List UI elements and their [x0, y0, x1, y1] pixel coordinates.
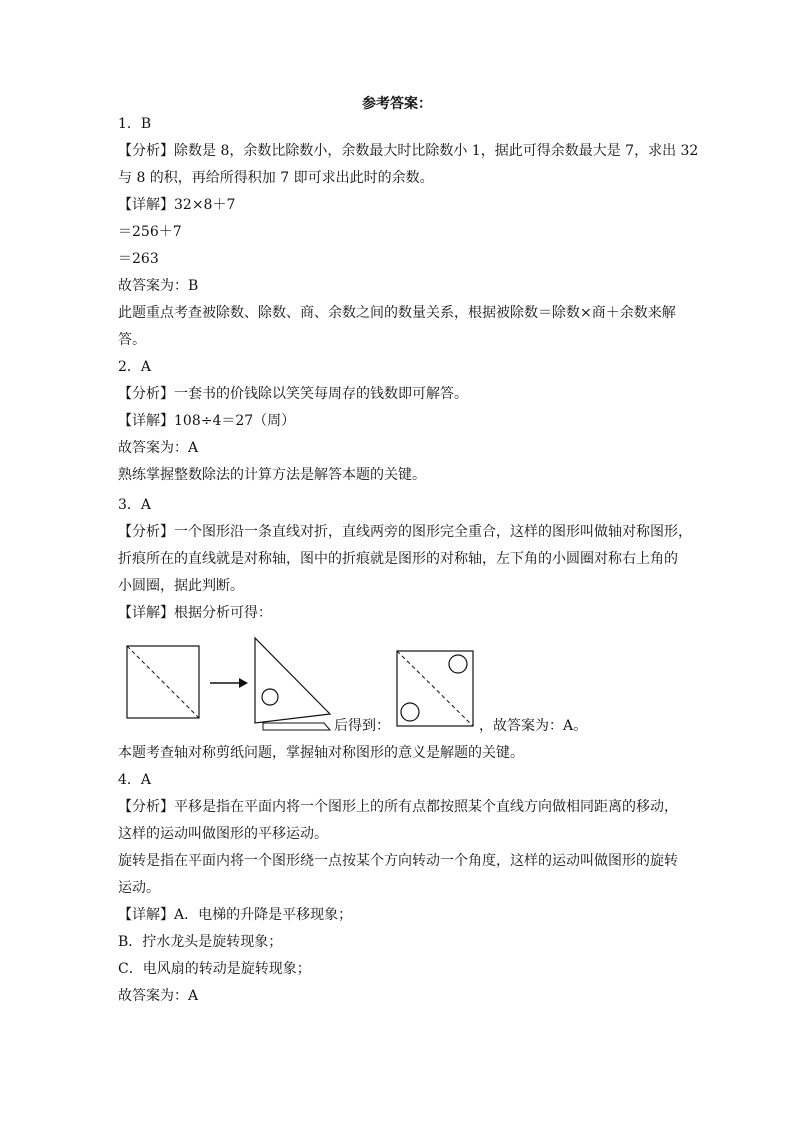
answer-1-step: ＝256＋7 — [118, 224, 182, 240]
answer-2-number: 2．A — [118, 359, 152, 375]
answer-4-analysis: 【分析】平移是指在平面内将一个图形上的所有点都按照某个直线方向做相同距离的移动， — [118, 799, 678, 815]
answer-1-final: 故答案为：B — [118, 278, 199, 294]
paper-fold-figure — [118, 636, 598, 736]
answer-1-analysis: 【分析】除数是 8，余数比除数小，余数最大时比除数小 1，据此可得余数最大是 7，求出 32 — [118, 143, 699, 159]
answer-3-analysis-cont: 折痕所在的直线就是对称轴，图中的折痕就是图形的对称轴，左下角的小圆圈对称右上角的 — [118, 551, 678, 567]
folded-layer — [263, 723, 330, 730]
folded-triangle — [255, 638, 330, 723]
answer-3-comment: 本题考查轴对称剪纸问题，掌握轴对称图形的意义是解题的关键。 — [118, 745, 524, 761]
answer-4-detail-b: B．拧水龙头是旋转现象； — [118, 934, 283, 950]
answer-4-final: 故答案为：A — [118, 988, 199, 1004]
page-title: 参考答案： — [362, 96, 432, 112]
answer-4-rotation: 旋转是指在平面内将一个图形绕一点按某个方向转动一个角度，这样的运动叫做图形的旋转 — [118, 853, 678, 869]
result-circle-top-right — [449, 655, 467, 673]
answer-4-number: 4．A — [118, 772, 152, 788]
answer-2-final: 故答案为：A — [118, 440, 199, 456]
answer-3-analysis-end: 小圆圈，据此判断。 — [118, 578, 244, 594]
answer-1-detail: 【详解】32×8＋7 — [118, 197, 236, 213]
answer-1-number: 1．B — [118, 116, 152, 132]
answer-2-comment: 熟练掌握整数除法的计算方法是解答本题的关键。 — [118, 467, 426, 483]
fold-line — [127, 646, 199, 718]
result-label: 后得到： — [334, 718, 390, 734]
answer-label: ，故答案为：A。 — [479, 718, 588, 734]
answer-2-detail: 【详解】108÷4＝27（周） — [118, 413, 296, 429]
answer-1-result: ＝263 — [118, 251, 159, 267]
answer-3-number: 3．A — [118, 497, 152, 513]
answer-4-analysis-cont: 这样的运动叫做图形的平移运动。 — [118, 826, 328, 842]
answer-1-analysis-cont: 与 8 的积，再给所得积加 7 即可求出此时的余数。 — [118, 170, 434, 186]
result-circle-bottom-left — [401, 703, 419, 721]
answer-3-analysis: 【分析】一个图形沿一条直线对折，直线两旁的图形完全重合，这样的图形叫做轴对称图形， — [118, 524, 692, 540]
answer-4-detail-c: C．电风扇的转动是旋转现象； — [118, 961, 311, 977]
answer-1-comment: 此题重点考查被除数、除数、商、余数之间的数量关系，根据被除数＝除数×商＋余数来解 — [118, 305, 676, 321]
answer-2-analysis: 【分析】一套书的价钱除以笑笑每周存的钱数即可解答。 — [118, 386, 468, 402]
answer-1-comment-cont: 答。 — [118, 332, 146, 348]
answer-4-detail-a: 【详解】A．电梯的升降是平移现象； — [118, 907, 353, 923]
answer-4-rotation-cont: 运动。 — [118, 880, 160, 896]
arrow-head-icon — [239, 678, 248, 688]
answer-3-detail: 【详解】根据分析可得： — [118, 605, 272, 621]
result-fold-line — [397, 651, 473, 726]
